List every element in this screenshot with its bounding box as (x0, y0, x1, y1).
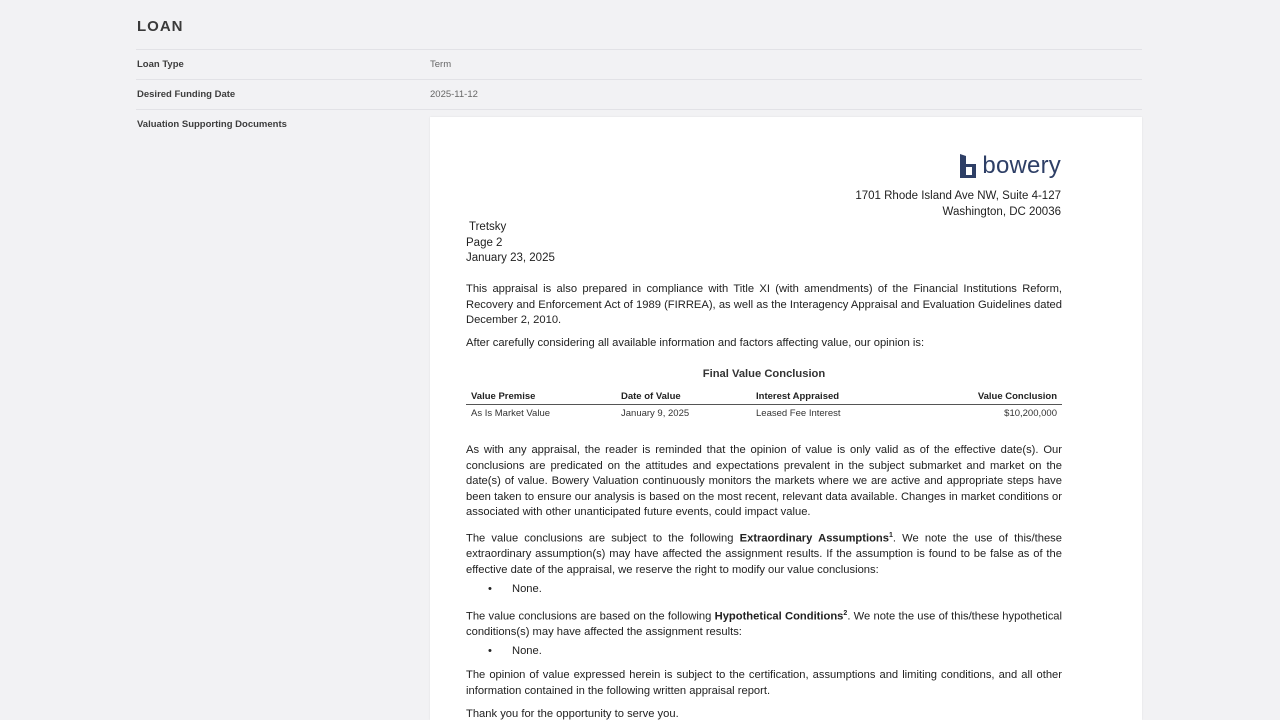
paragraph-extraordinary-assumptions: The value conclusions are subject to the following Extraordinary Assumptions$^1$. We note the use of this/these extraordinary assumption(s) may have affected the assignment results. If the assumption is found to be false as of the effective date of the appraisal, we reserve the right to modify our value conclusions: (466, 532, 1062, 576)
bullet-symbol: • (488, 583, 492, 595)
loan-type-value: Term (430, 59, 452, 70)
logo-text: bowery (982, 152, 1061, 179)
divider (136, 79, 1142, 80)
bowery-logo-icon (958, 153, 978, 179)
section-title: LOAN (137, 18, 184, 35)
table-row (466, 405, 1062, 421)
bowery-logo (958, 152, 1061, 180)
table-cell: As Is Market Value (471, 408, 551, 419)
loan-type-label: Loan Type (137, 59, 184, 70)
column-header: Value Premise (466, 390, 616, 405)
column-header: Value Conclusion (911, 390, 1062, 405)
table-header-row (466, 390, 1062, 405)
table-cell: $10,200,000 (1004, 408, 1057, 419)
divider (136, 109, 1142, 110)
bullet-item: • None. (488, 583, 542, 595)
column-header: Interest Appraised (751, 390, 911, 405)
table-title: Final Value Conclusion (702, 368, 826, 380)
table-cell: Leased Fee Interest (756, 408, 841, 419)
paragraph-thank-you: Thank you for the opportunity to serve you. (466, 708, 679, 720)
bullet-item: • None. (488, 645, 542, 657)
divider (136, 49, 1142, 50)
page-number: Page 2 (466, 237, 503, 249)
paragraph-firrea: This appraisal is also prepared in compliance with Title XI (with amendments) of the Financial Institutions Reform, Recovery and Enforcement Act of 1989 (FIRREA), as well as the Interagency Appraisal and Evaluation Guidelines dated December 2, 2010. (466, 283, 1062, 326)
address-line-2: Washington, DC 20036 (942, 206, 1061, 218)
value-conclusion-table (466, 390, 1062, 420)
table-cell: January 9, 2025 (621, 408, 690, 419)
paragraph-reader-reminder: As with any appraisal, the reader is reminded that the opinion of value is only valid as of the effective date(s). Our conclusions are predicated on the attitudes and expectations prevalent in the subject submarket and market on the date(s) of value. Bowery Valuation continuously monitors the markets where we are active and appropriate steps have been taken to ensure our analysis is based on the most recent, relevant data available. Changes in market conditions or associated with other unanticipated future events, could impact value. (466, 444, 1062, 518)
funding-date-value: 2025-11-12 (430, 89, 478, 100)
column-header: Date of Value (616, 390, 751, 405)
paragraph-opinion-intro: After carefully considering all available information and factors affecting value, our opinion is: (466, 337, 925, 349)
paragraph-hypothetical-conditions: The value conclusions are based on the following Hypothetical Conditions$^2$. We note the use of this/these hypothetical conditions(s) may have affected the assignment results: (466, 610, 1062, 639)
valuation-documents-label: Valuation Supporting Documents (137, 119, 287, 130)
paragraph-certification: The opinion of value expressed herein is subject to the certification, assumptions and limiting conditions, and all other information contained in the following written appraisal report. (466, 669, 1062, 697)
letter-date: January 23, 2025 (466, 252, 555, 264)
funding-date-label: Desired Funding Date (137, 89, 236, 100)
recipient: Tretsky (469, 221, 507, 233)
address-line-1: 1701 Rhode Island Ave NW, Suite 4-127 (855, 190, 1061, 202)
bullet-symbol: • (488, 645, 492, 657)
document-preview[interactable] (430, 117, 1142, 720)
